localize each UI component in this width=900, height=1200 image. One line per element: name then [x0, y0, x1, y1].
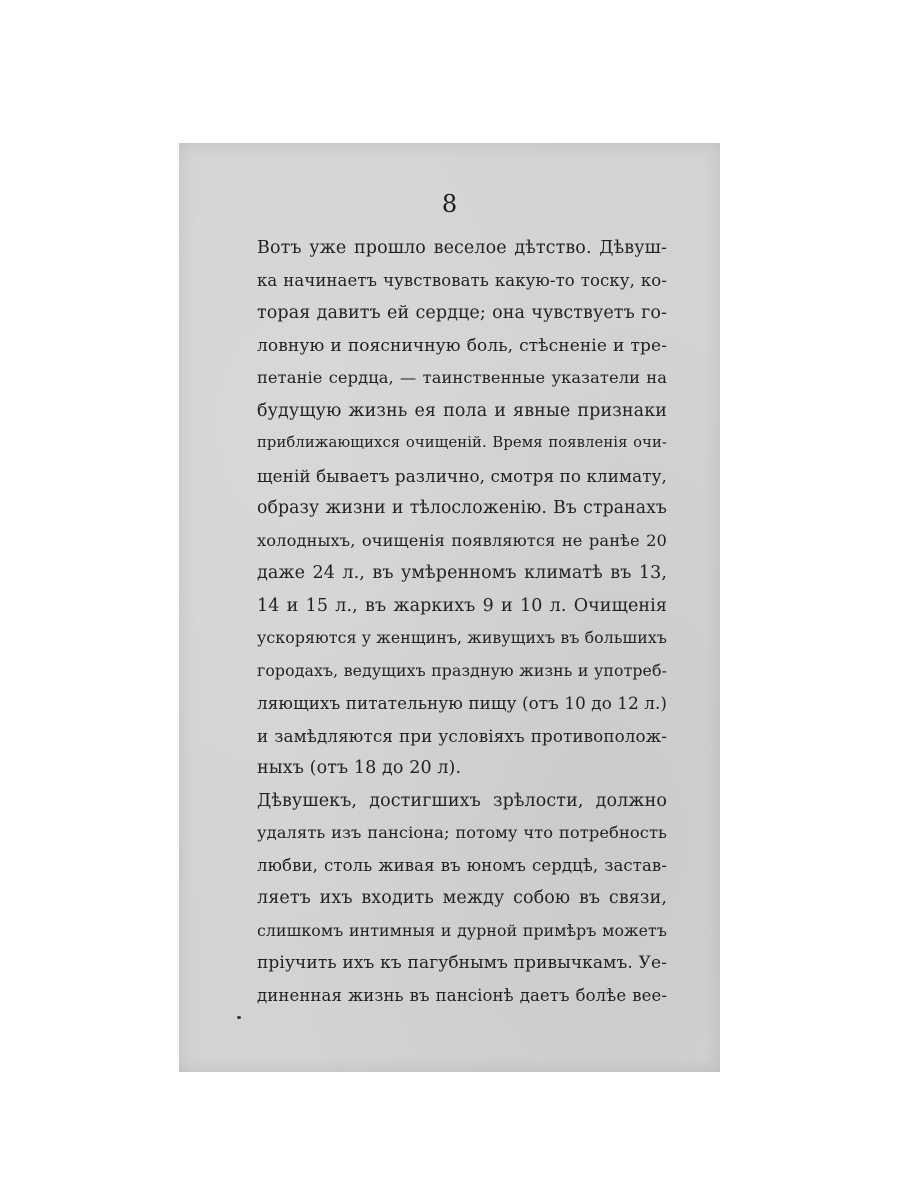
- text-line: ляетъ ихъ входить между собою въ связи,: [257, 888, 667, 908]
- page-number: 8: [441, 190, 458, 218]
- text-line: приближающихся очищеній. Время появленія очи-: [257, 434, 667, 451]
- text-line: городахъ, ведущихъ праздную жизнь и употреб-: [257, 660, 667, 680]
- text-line: ныхъ (отъ 18 до 20 л).: [257, 758, 462, 778]
- text-line: пріучить ихъ къ пагубнымъ привычкамъ. Уе-: [257, 953, 667, 973]
- text-line: Вотъ уже прошло веселое дѣтство. Дѣвуш-: [257, 238, 667, 258]
- text-line: диненная жизнь въ пансіонѣ даетъ болѣе вее-: [257, 985, 667, 1005]
- text-line: образу жизни и тѣлосложенію. Въ странахъ: [257, 498, 667, 518]
- text-line: ловную и поясничную боль, стѣсненіе и тре-: [257, 335, 667, 356]
- body-text: [257, 232, 667, 1012]
- text-line: ускоряются у женщинъ, живущихъ въ большихъ: [257, 628, 667, 647]
- text-line: торая давитъ ей сердце; она чувствуетъ го-: [257, 303, 667, 323]
- text-line: щеній бываетъ различно, смотря по климату,: [257, 465, 667, 486]
- text-line: ка начинаетъ чувствовать какую-то тоску, ко-: [257, 270, 667, 290]
- ink-speck: [237, 1016, 241, 1019]
- scanned-page: [179, 143, 720, 1072]
- text-line: будущую жизнь ея пола и явные признаки: [257, 400, 667, 421]
- text-line: слишкомъ интимныя и дурной примѣръ можетъ: [257, 920, 667, 940]
- text-line: холодныхъ, очищенія появляются не ранѣе 20: [257, 530, 667, 550]
- text-line: удалять изъ пансіона; потому что потребность: [257, 823, 667, 842]
- text-line: 14 и 15 л., въ жаркихъ 9 и 10 л. Очищенія: [257, 595, 667, 616]
- text-line: петаніе сердца, — таинственные указатели на: [257, 368, 667, 387]
- text-line: даже 24 л., въ умѣренномъ климатѣ въ 13,: [257, 563, 667, 583]
- text-line: ляющихъ питательную пищу (отъ 10 до 12 л.): [257, 693, 668, 713]
- text-line: любви, столь живая въ юномъ сердцѣ, застав-: [257, 855, 667, 875]
- text-line: и замѣдляются при условіяхъ противополож-: [257, 725, 667, 746]
- text-line: Дѣвушекъ, достигшихъ зрѣлости, должно: [257, 790, 667, 811]
